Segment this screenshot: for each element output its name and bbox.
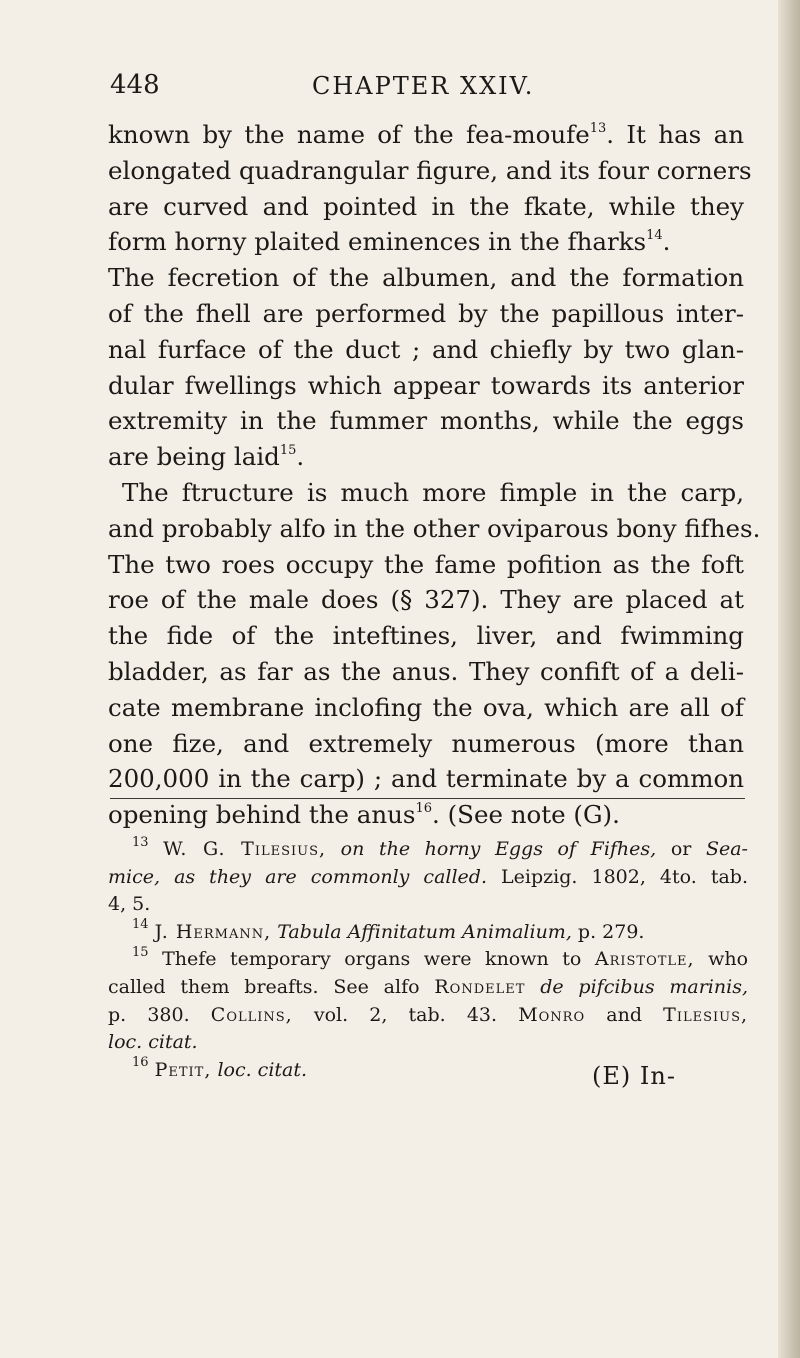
footnote-divider bbox=[110, 798, 745, 799]
footnote-line: called them breafts. See alfo Rondelet de pifcibus marinis, bbox=[108, 975, 748, 998]
page-header bbox=[110, 70, 710, 104]
text-line: one fize, and extremely numerous (more than bbox=[108, 728, 744, 758]
text-line: dular fwellings which appear towards its anterior bbox=[108, 370, 744, 400]
page-edge bbox=[778, 0, 800, 1358]
running-head: CHAPTER XXIV. bbox=[312, 72, 535, 100]
footnote-16: $^{16}$ Petit, loc. citat. bbox=[132, 1055, 308, 1081]
text-line: 200,000 in the carp) ; and terminate by a common bbox=[108, 764, 744, 794]
footnote-13: $^{13}$ W. G. Tilesius, on the horny Eggs of Fifhes, or Sea- bbox=[132, 834, 748, 860]
text-line: opening behind the anus$^{16}$. (See note (G). bbox=[108, 800, 620, 830]
text-line: cate membrane inclofing the ova, which are all of bbox=[108, 692, 744, 722]
text-line: of the fhell are performed by the papillous inter- bbox=[108, 298, 744, 328]
footnote-line: 4, 5. bbox=[108, 893, 151, 916]
text-line: nal furface of the duct ; and chiefly by two glan- bbox=[108, 334, 744, 364]
footnote-15: $^{15}$ Thefe temporary organs were known to Aristotle, who bbox=[132, 945, 749, 971]
text-line: the fide of the inteftines, liver, and fwimming bbox=[108, 621, 744, 651]
footnote-ref: 13 bbox=[589, 120, 607, 136]
footnote-ref: 14 bbox=[646, 228, 663, 244]
body-text bbox=[108, 117, 761, 833]
footnote-line: mice, as they are commonly called. Leipzig. 1802, 4to. tab. bbox=[108, 865, 748, 888]
footnote-ref: 16 bbox=[415, 800, 433, 816]
text-line: form horny plaited eminences in the fharks$^{14}$. bbox=[108, 227, 671, 257]
text-line: roe of the male does (§ 327). They are placed at bbox=[108, 585, 744, 615]
text-line: are curved and pointed in the fkate, while they bbox=[108, 191, 744, 221]
footnotes bbox=[108, 836, 748, 1084]
text-line: elongated quadrangular figure, and its four corners bbox=[108, 155, 752, 185]
text-line: extremity in the fummer months, while the eggs bbox=[108, 406, 744, 436]
text-line: are being laid$^{15}$. bbox=[108, 442, 305, 472]
footnote-line: loc. citat. bbox=[108, 1031, 198, 1054]
footnote-line: p. 380. Collins, vol. 2, tab. 43. Monro and Tilesius, bbox=[108, 1003, 749, 1026]
text-line: known by the name of the fea-moufe$^{13}$. It has an bbox=[108, 120, 744, 149]
footnote-ref: 15 bbox=[279, 443, 297, 459]
page-number: 448 bbox=[110, 70, 160, 100]
catchword: (E) In- bbox=[592, 1062, 676, 1090]
footnote-14: $^{14}$ J. Hermann, Tabula Affinitatum Animalium, p. 279. bbox=[132, 917, 645, 943]
text-line: and probably alfo in the other oviparous bony fifhes. bbox=[108, 513, 761, 543]
text-line: The fecretion of the albumen, and the formation bbox=[108, 263, 744, 293]
text-line: The ftructure is much more fimple in the carp, bbox=[122, 477, 744, 507]
text-line: The two roes occupy the fame pofition as the foft bbox=[108, 549, 744, 579]
text-line: bladder, as far as the anus. They confift of a deli- bbox=[108, 656, 744, 686]
